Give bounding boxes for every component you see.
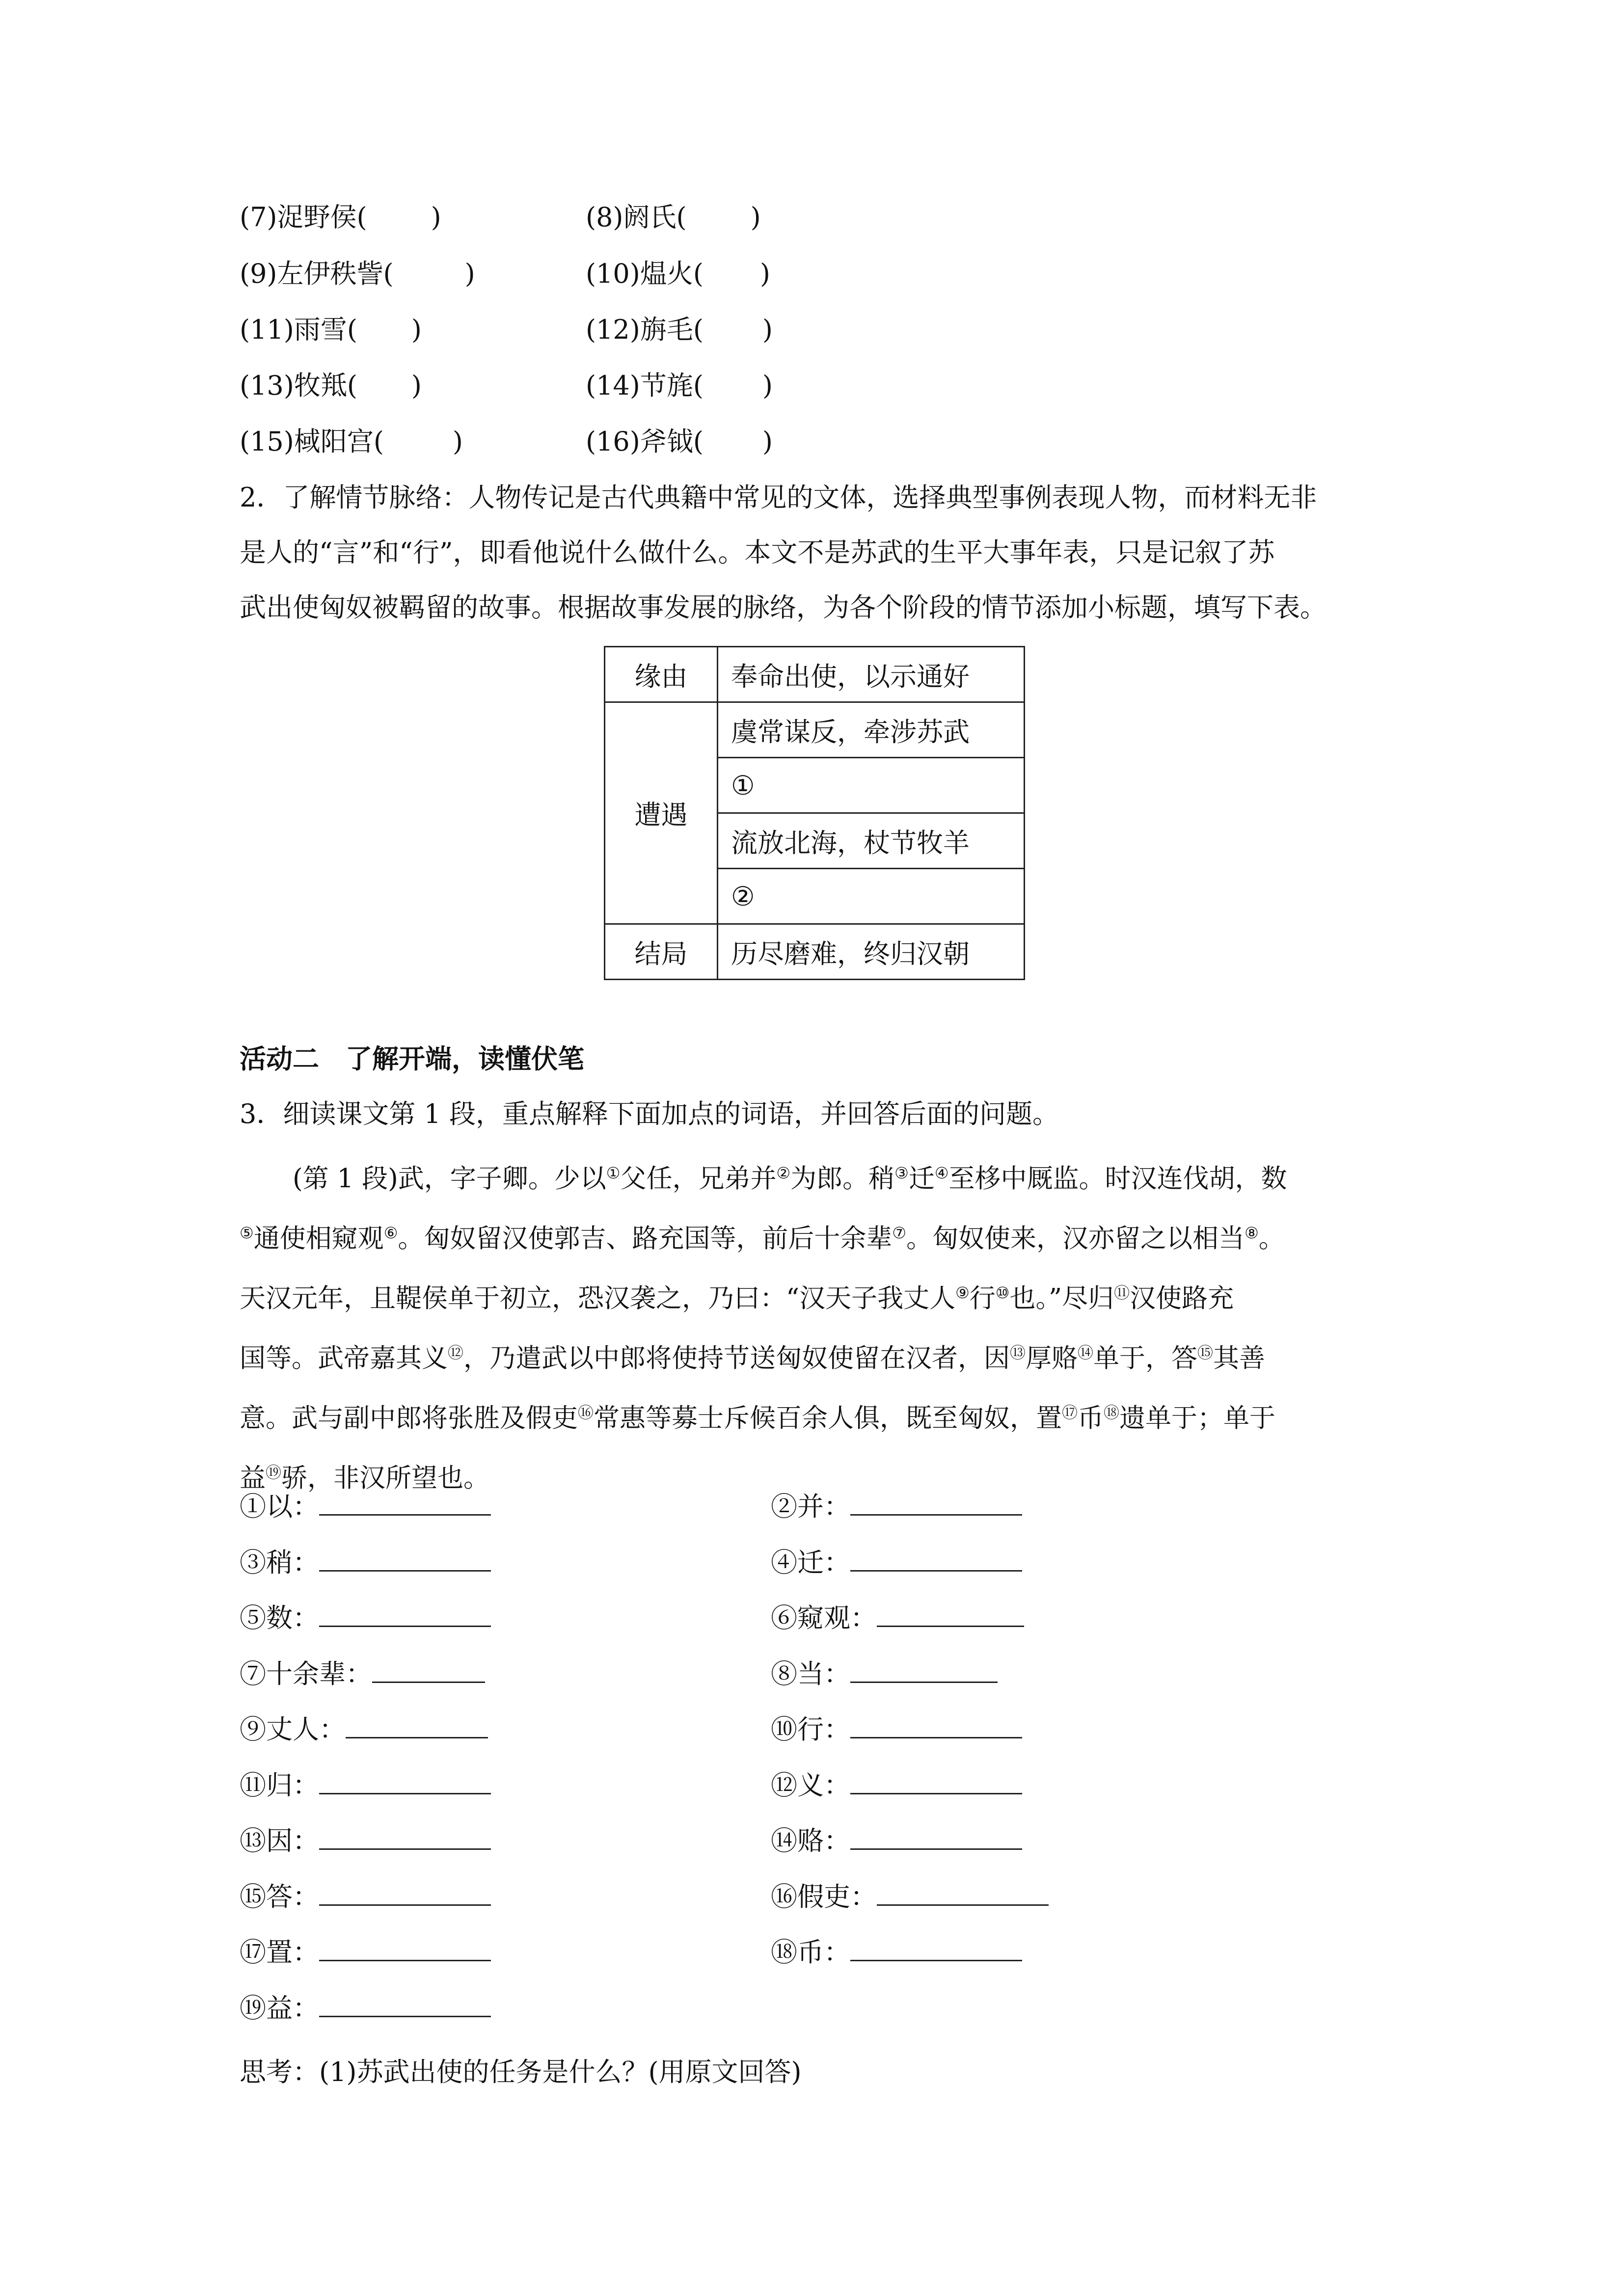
answer-label: ⑭赂： bbox=[771, 1825, 850, 1856]
table-cell-blank[interactable]: ① bbox=[718, 758, 1025, 813]
answer-blank[interactable] bbox=[319, 1936, 491, 1961]
vocab-term: (14)节旄( bbox=[586, 370, 704, 401]
vocab-term: (10)煴火( bbox=[586, 258, 704, 289]
answer-label: ⑰置： bbox=[240, 1937, 319, 1968]
answer-blank[interactable] bbox=[319, 1825, 491, 1850]
answer-blank[interactable] bbox=[850, 1547, 1022, 1572]
footnote-marker: ⑧ bbox=[1245, 1224, 1259, 1242]
passage-text: 币 bbox=[1078, 1403, 1104, 1433]
answer-item bbox=[240, 1821, 491, 1861]
answer-label: ⑥窥观： bbox=[771, 1602, 877, 1633]
vocab-term: (16)斧钺( bbox=[586, 426, 704, 457]
answer-label: ⑤数： bbox=[240, 1602, 319, 1633]
answer-label: ⑪归： bbox=[240, 1769, 319, 1801]
answer-item bbox=[240, 1989, 491, 2028]
answer-label: ⑩行： bbox=[771, 1714, 850, 1745]
footnote-marker: ⑮ bbox=[1197, 1343, 1214, 1362]
answer-label: ⑮答： bbox=[240, 1881, 319, 1912]
passage-text: 。匈奴留汉使郭吉、路充国等，前后十余辈 bbox=[398, 1224, 893, 1254]
vocab-item bbox=[586, 366, 773, 405]
passage bbox=[240, 1146, 1394, 1505]
answer-item bbox=[771, 1821, 1022, 1861]
passage-text: 迁 bbox=[908, 1164, 935, 1194]
answer-blank[interactable] bbox=[877, 1881, 1049, 1906]
close-paren: ) bbox=[762, 370, 773, 401]
answer-row bbox=[240, 1710, 850, 1749]
footnote-marker: ⑤ bbox=[240, 1224, 254, 1242]
passage-text: 天汉元年，且鞮侯单于初立，恐汉袭之，乃曰：“汉天子我丈人 bbox=[240, 1283, 956, 1313]
vocab-item bbox=[240, 310, 422, 349]
footnote-marker: ① bbox=[606, 1164, 621, 1182]
close-paren: ) bbox=[411, 370, 422, 401]
plot-table bbox=[604, 646, 1025, 980]
table-category: 遭遇 bbox=[605, 702, 718, 924]
vocab-item bbox=[240, 422, 463, 461]
passage-text: 为郎。稍 bbox=[790, 1164, 895, 1194]
footnote-marker: ⑭ bbox=[1078, 1343, 1094, 1362]
answer-item bbox=[240, 1543, 491, 1582]
answer-item bbox=[240, 1599, 491, 1638]
passage-text: 。匈奴使来，汉亦留之以相当 bbox=[906, 1224, 1245, 1254]
close-paren: ) bbox=[464, 258, 475, 289]
passage-text: 骄，非汉所望也。 bbox=[281, 1463, 490, 1493]
footnote-marker: ⑲ bbox=[266, 1463, 282, 1482]
answer-item bbox=[240, 1877, 491, 1917]
answer-label: ⑫义： bbox=[771, 1769, 850, 1801]
close-paren: ) bbox=[762, 426, 773, 457]
answer-blank[interactable] bbox=[850, 1936, 1022, 1961]
answer-item bbox=[771, 1543, 1022, 1582]
answer-blank[interactable] bbox=[850, 1658, 998, 1683]
vocab-item bbox=[240, 254, 475, 294]
vocab-term: (8)阏氏( bbox=[586, 202, 687, 233]
passage-text: 益 bbox=[240, 1463, 266, 1493]
vocab-term: (13)牧羝( bbox=[240, 370, 357, 401]
answer-item bbox=[771, 1487, 1022, 1526]
answer-label: ⑱币： bbox=[771, 1937, 850, 1968]
passage-line bbox=[240, 1386, 1394, 1445]
close-paren: ) bbox=[762, 314, 773, 345]
passage-text: 单于，答 bbox=[1093, 1343, 1198, 1373]
footnote-marker: ⑬ bbox=[1010, 1343, 1026, 1362]
footnote-marker: ⑨ bbox=[955, 1283, 970, 1302]
answer-blank[interactable] bbox=[850, 1769, 1022, 1794]
answer-label: ⑧当： bbox=[771, 1658, 850, 1689]
table-cell: 历尽磨难，终归汉朝 bbox=[718, 924, 1025, 980]
answer-blank[interactable] bbox=[319, 1491, 491, 1516]
footnote-marker: ⑰ bbox=[1062, 1403, 1078, 1422]
answer-row bbox=[240, 1933, 850, 1972]
question-2-line: 武出使匈奴被羁留的故事。根据故事发展的脉络，为各个阶段的情节添加小标题，填写下表。 bbox=[240, 592, 1326, 623]
question-3: 3．细读课文第 1 段，重点解释下面加点的词语，并回答后面的问题。 bbox=[240, 1098, 1059, 1129]
table-cell: 流放北海，杖节牧羊 bbox=[718, 813, 1025, 869]
question-2-line: 2．了解情节脉络：人物传记是古代典籍中常见的文体，选择典型事例表现人物，而材料无非 bbox=[240, 482, 1317, 513]
answer-row bbox=[240, 1487, 850, 1526]
passage-text: 行 bbox=[969, 1283, 996, 1313]
vocab-term: (11)雨雪( bbox=[240, 314, 357, 345]
answer-row bbox=[240, 1543, 850, 1582]
answer-blank[interactable] bbox=[319, 1547, 491, 1572]
passage-text: (第 1 段)武，字子卿。少以 bbox=[293, 1164, 606, 1194]
answer-blank[interactable] bbox=[850, 1713, 1022, 1738]
footnote-marker: ⑥ bbox=[383, 1224, 398, 1242]
footnote-marker: ⑩ bbox=[995, 1283, 1010, 1302]
vocab-item bbox=[586, 422, 773, 461]
close-paren: ) bbox=[750, 202, 761, 233]
passage-text: 遗单于；单于 bbox=[1119, 1403, 1276, 1433]
answer-item bbox=[240, 1655, 485, 1694]
close-paren: ) bbox=[452, 426, 463, 457]
answer-blank[interactable] bbox=[877, 1602, 1024, 1627]
passage-line bbox=[240, 1206, 1394, 1266]
passage-line bbox=[240, 1266, 1394, 1326]
close-paren: ) bbox=[759, 258, 770, 289]
answer-item bbox=[240, 1933, 491, 1972]
passage-text: 常惠等募士斥候百余人俱，既至匈奴，置 bbox=[594, 1403, 1062, 1433]
passage-text: 汉使路充 bbox=[1130, 1283, 1234, 1313]
vocab-item bbox=[240, 366, 422, 405]
passage-text: 也。”尽归 bbox=[1009, 1283, 1114, 1313]
passage-text: 其善 bbox=[1213, 1343, 1266, 1373]
table-cell: 奉命出使，以示通好 bbox=[718, 647, 1025, 702]
vocab-item bbox=[586, 310, 773, 349]
close-paren: ) bbox=[431, 202, 441, 233]
answer-item bbox=[771, 1933, 1022, 1972]
answer-row bbox=[240, 1989, 491, 2028]
vocab-term: (7)浞野侯( bbox=[240, 202, 367, 233]
passage-text: 意。武与副中郎将张胜及假吏 bbox=[240, 1403, 578, 1433]
footnote-marker: ⑦ bbox=[892, 1224, 907, 1242]
answer-label: ⑯假吏： bbox=[771, 1881, 877, 1912]
vocab-term: (15)棫阳宫( bbox=[240, 426, 384, 457]
answer-row bbox=[240, 1877, 877, 1917]
answer-blank[interactable] bbox=[319, 1602, 491, 1627]
answer-item bbox=[240, 1487, 491, 1526]
activity-heading: 活动二 了解开端，读懂伏笔 bbox=[240, 1043, 584, 1074]
footnote-marker: ② bbox=[776, 1164, 791, 1182]
answer-blank[interactable] bbox=[319, 1769, 491, 1794]
passage-text: 厚赂 bbox=[1026, 1343, 1078, 1373]
answer-item bbox=[771, 1710, 1022, 1749]
vocab-term: (9)左伊秩訾( bbox=[240, 258, 394, 289]
answer-label: ⑬因： bbox=[240, 1825, 319, 1856]
answer-row bbox=[240, 1766, 850, 1805]
answer-row bbox=[240, 1599, 877, 1638]
answer-label: ⑲益： bbox=[240, 1992, 319, 2024]
answer-blank[interactable] bbox=[319, 1992, 491, 2017]
passage-text: ，乃遣武以中郎将使持节送匈奴使留在汉者，因 bbox=[463, 1343, 1010, 1373]
answer-item bbox=[771, 1877, 1049, 1917]
answer-label: ①以： bbox=[240, 1491, 319, 1522]
vocab-item bbox=[586, 198, 761, 237]
close-paren: ) bbox=[411, 314, 422, 345]
answer-blank[interactable] bbox=[372, 1658, 485, 1683]
answer-label: ②并： bbox=[771, 1491, 850, 1522]
answer-blank[interactable] bbox=[319, 1881, 491, 1906]
answer-item bbox=[771, 1766, 1022, 1805]
passage-text: 父任，兄弟并 bbox=[620, 1164, 777, 1194]
passage-text: 国等。武帝嘉其义 bbox=[240, 1343, 448, 1373]
question-2 bbox=[240, 470, 1388, 635]
answer-label: ⑨丈人： bbox=[240, 1714, 346, 1745]
answer-blank[interactable] bbox=[346, 1713, 488, 1738]
answer-label: ④迁： bbox=[771, 1547, 850, 1578]
table-cell: 虞常谋反，牵涉苏武 bbox=[718, 702, 1025, 758]
passage-text: 。 bbox=[1258, 1224, 1285, 1254]
table-category: 结局 bbox=[605, 924, 718, 980]
vocab-item bbox=[240, 198, 441, 237]
footnote-marker: ③ bbox=[894, 1164, 909, 1182]
answer-blank[interactable] bbox=[850, 1825, 1022, 1850]
footnote-marker: ④ bbox=[934, 1164, 949, 1182]
answer-label: ⑦十余辈： bbox=[240, 1658, 372, 1689]
table-category: 缘由 bbox=[605, 647, 718, 702]
answer-label: ③稍： bbox=[240, 1547, 319, 1578]
passage-text: 通使相窥观 bbox=[253, 1224, 384, 1254]
table-cell-blank[interactable]: ② bbox=[718, 869, 1025, 924]
passage-line bbox=[240, 1326, 1394, 1386]
answer-row bbox=[240, 1821, 850, 1861]
vocab-item bbox=[586, 254, 770, 294]
answer-item bbox=[771, 1599, 1024, 1638]
footnote-marker: ⑯ bbox=[578, 1403, 594, 1422]
think-question: 思考：(1)苏武出使的任务是什么？(用原文回答) bbox=[240, 2056, 802, 2087]
footnote-marker: ⑪ bbox=[1114, 1283, 1130, 1302]
answer-item bbox=[240, 1766, 491, 1805]
vocab-term: (12)旃毛( bbox=[586, 314, 704, 345]
question-2-line: 是人的“言”和“行”，即看他说什么做什么。本文不是苏武的生平大事年表，只是记叙了苏 bbox=[240, 537, 1275, 568]
passage-text: 至栘中厩监。时汉连伐胡，数 bbox=[948, 1164, 1287, 1194]
answer-blank[interactable] bbox=[850, 1491, 1022, 1516]
answer-item bbox=[240, 1710, 488, 1749]
passage-line bbox=[240, 1146, 1394, 1206]
footnote-marker: ⑫ bbox=[448, 1343, 464, 1362]
answer-item bbox=[771, 1655, 998, 1694]
answer-row bbox=[240, 1655, 850, 1694]
footnote-marker: ⑱ bbox=[1104, 1403, 1120, 1422]
